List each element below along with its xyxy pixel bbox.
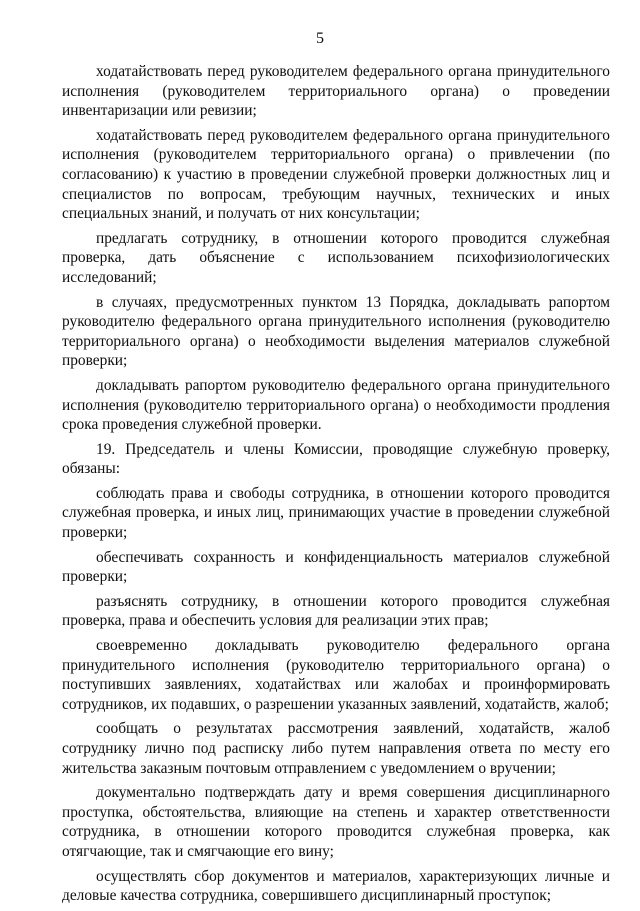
paragraph-report-extension: докладывать рапортом руководителю федерального органа принудительного исполнения (руководителю территориального органа) о необходимости продления срока проведения служебной проверки. bbox=[62, 376, 610, 434]
paragraph-respect-rights: соблюдать права и свободы сотрудника, в отношении которого проводится служебная проверка, и иных лиц, принимающих участие в проведении служебной проверки; bbox=[62, 484, 610, 542]
paragraph-explain-rights: разъяснять сотруднику, в отношении которого проводится служебная проверка, права и обеспечить условия для реализации этих прав; bbox=[62, 592, 610, 630]
paragraph-collect-materials: осуществлять сбор документов и материалов, характеризующих личные и деловые качества сотрудника, совершившего дисциплинарный проступок; bbox=[62, 867, 610, 905]
paragraph-confidentiality: обеспечивать сохранность и конфиденциальность материалов служебной проверки; bbox=[62, 548, 610, 586]
paragraph-inform-results: сообщать о результатах рассмотрения заявлений, ходатайств, жалоб сотруднику лично под расписку либо путем направления ответа по месту его жительства заказным почтовым отправлением с уведомлением о вручении; bbox=[62, 720, 610, 777]
page-number: 5 bbox=[316, 30, 324, 47]
paragraph-offer-explanation: предлагать сотруднику, в отношении которого проводится служебная проверка, дать объяснение с использованием психофизиологических исследований; bbox=[62, 229, 610, 286]
paragraph-clause-19: 19. Председатель и члены Комиссии, проводящие служебную проверку, обязаны: bbox=[62, 440, 610, 478]
paragraph-request-specialists: ходатайствовать перед руководителем федерального органа принудительного исполнения (руководителем территориального органа) о привлечении (по согласованию) к участию в проведении служебной проверки должностных лиц и специалистов по вопросам, требующим научных, технических и иных специальных знаний, и получать от них консультации; bbox=[62, 126, 610, 223]
paragraph-report-complaints: своевременно докладывать руководителю федерального органа принудительного исполнения (руководителю территориального органа) о поступивших заявлениях, ходатайствах или жалобах и проинформировать сотрудников, их подавших, о разрешении указанных заявлений, ходатайств, жалоб; bbox=[62, 637, 610, 713]
paragraph-request-inventory: ходатайствовать перед руководителем федерального органа принудительного исполнения (руководителем территориального органа) о проведении инвентаризации или ревизии; bbox=[62, 63, 610, 120]
paragraph-document-circumstances: документально подтверждать дату и время совершения дисциплинарного проступка, обстоятельства, влияющие на степень и характер ответственности сотрудника, в отношении которого проводится служебная проверка, как отягчающие, так и смягчающие его вину; bbox=[62, 784, 610, 860]
paragraph-report-separation: в случаях, предусмотренных пунктом 13 Порядка, докладывать рапортом руководителю федерального органа принудительного исполнения (руководителю территориального органа) о необходимости выделения материалов служебной проверки; bbox=[62, 293, 610, 370]
document-body bbox=[62, 62, 610, 911]
